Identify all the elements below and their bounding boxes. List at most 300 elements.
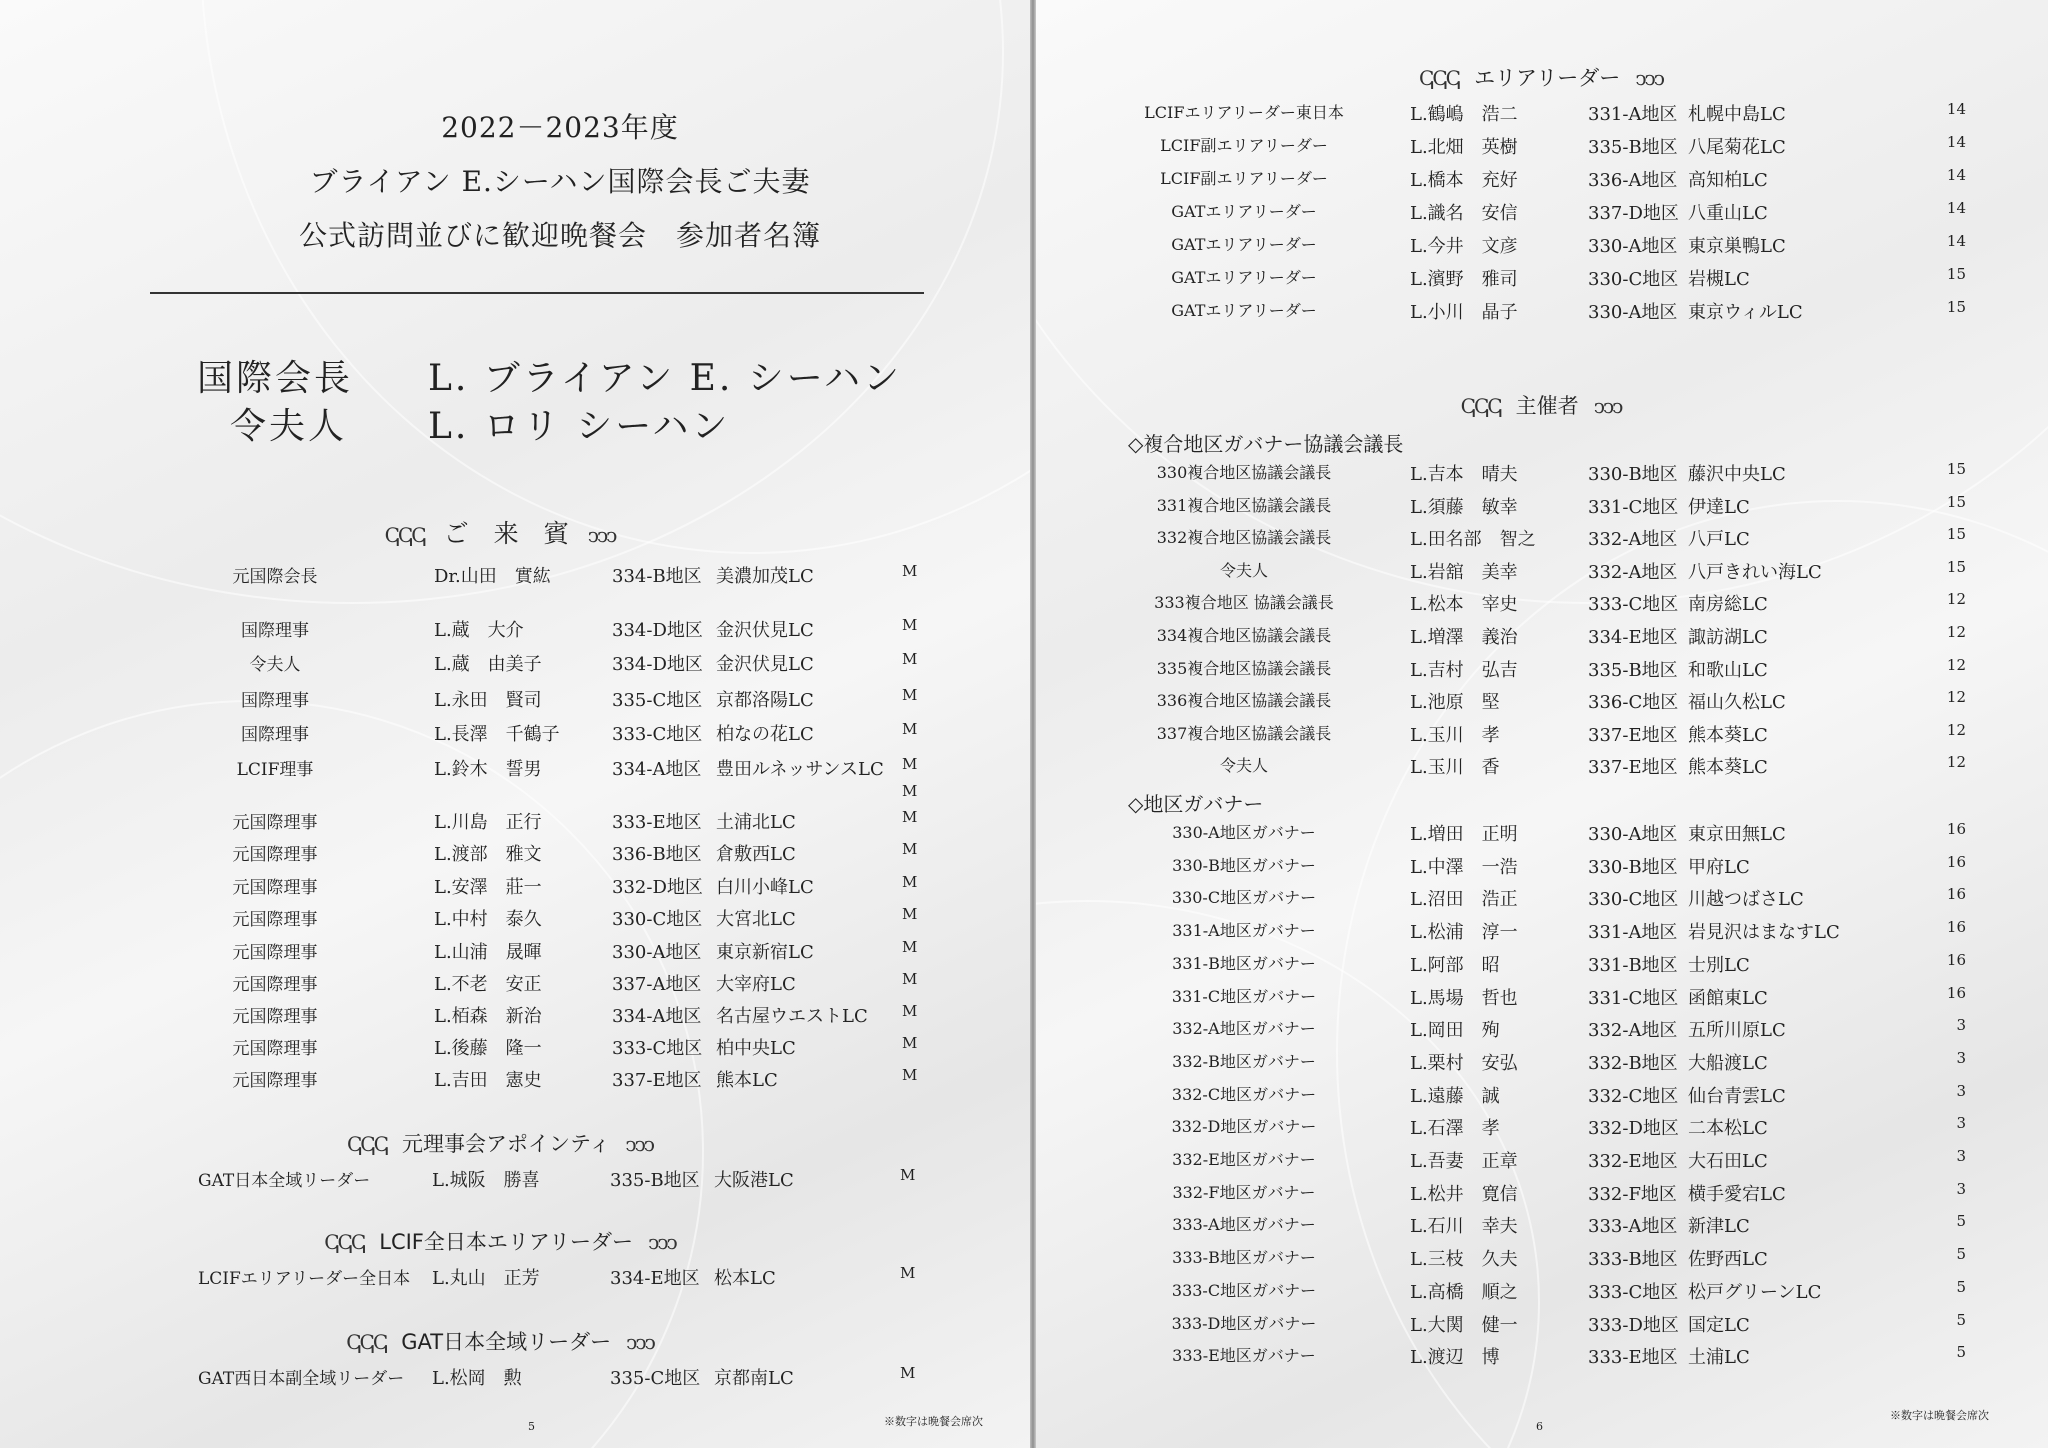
list-row [0,1002,1030,1028]
row-district: 331-A地区 [1588,104,1678,125]
row-seat: 5 [1956,1245,1966,1264]
row-title: 国際理事 [241,725,309,745]
host-title: 主催者 [1515,394,1579,418]
row-seat: 5 [1956,1310,1966,1329]
list-row [1036,623,2048,649]
row-title: 332-F地区ガバナー [1172,1182,1316,1202]
row-title: 332-C地区ガバナー [1171,1084,1317,1104]
area-title: エリアリーダー [1474,66,1621,90]
doc-title-roster: 公式訪問並びに歓迎晩餐会 参加者名簿 [298,219,821,252]
row-seat: M [902,938,918,956]
row-seat: M [902,1066,918,1084]
row-name: L.岩舘 美幸 [1410,561,1518,583]
row-seat: 5 [1956,1277,1966,1296]
row-seat: M [902,650,918,668]
row-club: 倉敷西LC [716,844,796,865]
ornament-right-icon: ↄↄↄ [626,1330,654,1354]
row-seat: 3 [1956,1179,1966,1198]
row-name: L.永田 賢司 [434,690,542,711]
list-row [1036,1082,2048,1108]
row-name: L.吾妻 正章 [1410,1151,1518,1172]
row-seat: M [900,1264,916,1282]
row-title: 332-A地区ガバナー [1172,1019,1316,1039]
row-name: L.石川 幸夫 [1410,1216,1518,1238]
row-name: L.松岡 勲 [432,1368,522,1389]
row-seat: 12 [1946,753,1966,772]
row-district: 331-B地区 [1588,954,1678,976]
row-club: 名古屋ウエストLC [716,1006,868,1027]
page-number: 6 [1536,1420,1543,1433]
row-club: 東京ウィルLC [1688,302,1803,323]
row-title: GAT日本全域リーダー [198,1171,371,1191]
row-district: 330-B地区 [1588,464,1678,485]
row-district: 330-C地区 [612,909,703,930]
row-district: 333-E地区 [612,812,702,833]
list-row [1036,951,2048,977]
row-name: L.沼田 浩正 [1410,889,1518,911]
row-title: 元国際理事 [232,1071,318,1091]
row-club: 松本LC [714,1268,776,1289]
row-district: 333-C地区 [1588,594,1679,616]
row-club: 柏なの花LC [716,724,814,745]
list-row [1036,853,2048,879]
row-seat: 16 [1946,885,1966,904]
doc-title-year: 2022－2023年度 [441,111,679,144]
row-seat: 3 [1956,1147,1966,1165]
row-title: 331-A地区ガバナー [1172,921,1316,941]
row-club: 八戸LC [1688,529,1750,551]
row-club: 金沢伏見LC [716,620,814,641]
row-title: 元国際理事 [232,813,318,833]
row-name: L.池原 堅 [1410,692,1500,714]
footnote: ※数字は晩餐会席次 [1890,1409,1989,1422]
row-title: 330-A地区ガバナー [1172,823,1316,842]
list-row [1036,918,2048,944]
row-title: GATエリアリーダー [1171,301,1317,320]
row-name: L.吉村 弘吉 [1410,659,1518,681]
row-name: L.鈴木 誓男 [434,759,542,780]
list-row [1036,525,2048,551]
list-row [1036,1147,2048,1173]
row-title: GATエリアリーダー [1171,202,1317,221]
page-number: 5 [528,1420,535,1433]
row-seat: 15 [1946,557,1966,576]
row-club: 諏訪湖LC [1688,627,1768,648]
row-title: LCIF副エリアリーダー [1160,136,1328,155]
ornament-right-icon: ↄↄↄ [587,523,616,547]
list-row [0,720,1030,746]
row-title: 333-B地区ガバナー [1172,1248,1316,1268]
row-title: LCIF副エリアリーダー [1160,169,1328,188]
row-title: LCIFエリアリーダー東日本 [1144,103,1344,122]
row-club: 東京新宿LC [716,942,814,963]
row-club: 岩見沢はまなすLC [1688,922,1840,944]
row-title: 332-E地区ガバナー [1172,1150,1316,1169]
ornament-left-icon: ↅↅↅ [346,1330,387,1354]
row-title: 333-C地区ガバナー [1171,1280,1317,1300]
list-row [1036,100,2048,126]
row-name: L.玉川 香 [1410,757,1500,779]
row-name: L.石澤 孝 [1410,1118,1500,1140]
list-row [1036,753,2048,779]
list-row [0,1166,1030,1192]
row-seat: 15 [1946,525,1966,544]
row-title: 元国際理事 [232,975,318,995]
row-title: 元国際理事 [232,910,318,930]
footnote: ※数字は晩餐会席次 [884,1415,983,1428]
row-seat: M [902,840,918,858]
row-name: L.阿部 昭 [1410,954,1500,976]
ornament-left-icon: ↅↅↅ [1419,66,1459,90]
row-name: L.中澤 一浩 [1410,856,1518,878]
row-name: L.須藤 敏幸 [1410,496,1518,518]
row-club: 大宮北LC [716,909,796,930]
list-row [1036,656,2048,682]
row-club: 士別LC [1688,954,1750,976]
row-district: 333-C地区 [612,724,703,745]
list-row [0,970,1030,996]
row-district: 330-C地区 [1588,889,1679,911]
row-district: 332-A地区 [1588,561,1678,583]
row-title: 330-C地区ガバナー [1171,888,1317,908]
row-title: 元国際理事 [232,878,318,898]
row-title: 337複合地区協議会議長 [1156,723,1332,743]
row-name: L.高橋 順之 [1410,1281,1518,1303]
row-name: L.蔵 由美子 [434,654,542,675]
list-row [1036,1016,2048,1042]
appointee-heading [0,1128,1000,1158]
row-district: 331-A地区 [1588,922,1678,944]
row-seat: 3 [1956,1048,1966,1067]
row-club: 八尾菊花LC [1688,137,1786,158]
row-seat: 5 [1956,1212,1966,1231]
row-district: 337-D地区 [1588,203,1679,224]
row-district: 332-D地区 [612,877,703,898]
governor-subtitle: ◇地区ガバナー [1128,792,1264,816]
row-name: L.蔵 大介 [434,620,524,641]
appointee-title: 元理事会アポインティ [401,1132,611,1156]
row-name: L.増澤 義治 [1410,627,1518,648]
guests-title: ご 来 賓 [443,519,569,548]
row-district: 337-E地区 [1588,757,1678,779]
row-seat: M [902,808,918,826]
row-district: 332-D地区 [1588,1118,1679,1140]
row-seat: 12 [1946,655,1966,674]
row-club: 大船渡LC [1688,1052,1768,1074]
row-club: 熊本葵LC [1688,724,1768,746]
doc-title-visit: ブライアン E.シーハン国際会長ご夫妻 [309,165,811,198]
row-name: L.北畑 英樹 [1410,137,1518,158]
area-heading [1036,62,2046,92]
row-name: L.濱野 雅司 [1410,269,1518,290]
row-club: 松戸グリーンLC [1688,1281,1822,1303]
row-club: 美濃加茂LC [716,566,814,587]
row-club: 藤沢中央LC [1688,464,1786,485]
row-name: L.大関 健一 [1410,1314,1518,1336]
row-name: L.渡辺 博 [1410,1347,1500,1369]
row-seat: M [902,970,918,988]
row-club: 白川小峰LC [716,877,814,898]
row-title: GAT西日本副全域リーダー [198,1369,405,1389]
row-name: L.松浦 淳一 [1410,922,1518,944]
row-name: L.馬場 哲也 [1410,987,1518,1009]
row-name: L.遠藤 誠 [1410,1085,1500,1107]
lcif-heading [0,1226,1000,1256]
row-club: 八戸きれい海LC [1688,561,1822,583]
row-club: 京都洛陽LC [716,690,814,711]
row-seat: 12 [1946,688,1966,707]
list-row [0,650,1030,676]
list-row [1036,590,2048,616]
list-row [0,562,1030,588]
row-title: 元国際会長 [232,567,318,587]
row-name: L.山浦 晟暉 [434,942,542,963]
row-name: L.後藤 隆一 [434,1038,542,1059]
list-row [1036,265,2048,291]
row-seat: M [902,782,918,800]
row-seat: 14 [1946,199,1966,217]
row-club: 熊本LC [716,1070,778,1091]
list-row [1036,133,2048,159]
list-row [0,873,1030,899]
row-name: L.中村 泰久 [434,909,542,930]
row-district: 333-D地区 [1588,1314,1679,1336]
row-club: 豊田ルネッサンスLC [716,759,884,780]
row-district: 333-C地区 [1588,1281,1679,1303]
row-name: L.田名部 智之 [1410,529,1536,551]
list-row [1036,298,2048,324]
row-name: L.鶴嶋 浩二 [1410,104,1518,125]
row-name: Dr.山田 實紘 [434,566,551,587]
list-row [0,616,1030,642]
list-row [0,905,1030,931]
row-seat: 15 [1946,460,1966,478]
row-club: 大阪港LC [714,1170,794,1191]
list-row [1036,1311,2048,1337]
list-row [1036,1180,2048,1206]
row-title: 332-B地区ガバナー [1172,1051,1316,1071]
row-club: 伊達LC [1688,496,1750,518]
row-seat: 3 [1956,1016,1966,1035]
list-row [0,1034,1030,1060]
row-district: 337-E地区 [612,1070,702,1091]
row-club: 東京田無LC [1688,824,1786,845]
row-district: 334-A地区 [612,759,702,780]
list-row [1036,232,2048,258]
row-seat: 14 [1946,100,1966,118]
lcif-title: LCIF全日本エリアリーダー [379,1230,634,1254]
row-title: 331-C地区ガバナー [1171,986,1317,1006]
row-title: 330複合地区協議会議長 [1156,463,1332,482]
list-row [0,782,1030,808]
row-seat: M [902,1034,918,1052]
list-row [0,1066,1030,1092]
row-title: 333-E地区ガバナー [1172,1346,1316,1366]
row-title: 336複合地区協議会議長 [1156,691,1332,711]
ornament-left-icon: ↅↅↅ [324,1230,365,1254]
row-district: 336-A地区 [1588,170,1678,191]
row-district: 335-C地区 [610,1368,701,1389]
row-club: 福山久松LC [1688,692,1786,714]
row-title: 元国際理事 [232,1007,318,1027]
row-title: 令夫人 [1219,560,1268,580]
row-name: L.栢森 新治 [434,1006,542,1027]
row-title: 333-D地区ガバナー [1171,1313,1317,1333]
row-district: 335-B地区 [1588,137,1678,158]
row-club: 函館東LC [1688,987,1768,1009]
row-seat: 14 [1946,166,1966,184]
row-seat: 16 [1946,983,1966,1002]
council-subtitle: ◇複合地区ガバナー協議会議長 [1128,432,1404,456]
row-title: LCIF理事 [236,760,314,780]
row-title: 令夫人 [1219,756,1268,776]
row-district: 332-E地区 [1588,1151,1678,1172]
list-row [1036,1114,2048,1140]
row-name: L.長澤 千鶴子 [434,724,560,745]
row-club: 熊本葵LC [1688,757,1768,779]
row-name: L.不老 安正 [434,974,542,995]
row-district: 332-A地区 [1588,529,1678,551]
row-title: GATエリアリーダー [1171,268,1317,287]
row-club: 柏中央LC [716,1038,796,1059]
list-row [1036,688,2048,714]
row-seat: M [902,1002,918,1020]
row-district: 331-C地区 [1588,987,1679,1009]
row-name: L.三枝 久夫 [1410,1249,1518,1271]
row-seat: 5 [1956,1343,1966,1362]
row-title: GATエリアリーダー [1171,235,1317,254]
row-title: 国際理事 [241,621,309,641]
row-seat: M [902,720,918,738]
row-title: 元国際理事 [232,1039,318,1059]
row-title: 国際理事 [241,691,309,711]
row-seat: 14 [1946,232,1966,250]
right-page [1036,0,2048,1448]
row-district: 332-A地区 [1588,1020,1678,1042]
list-row [1036,885,2048,911]
row-title: 330-B地区ガバナー [1172,855,1316,875]
row-district: 333-A地区 [1588,1216,1678,1238]
row-district: 335-C地区 [612,690,703,711]
row-title: 333-A地区ガバナー [1172,1215,1316,1235]
row-name: L.岡田 殉 [1410,1020,1500,1042]
list-row [1036,166,2048,192]
ornament-left-icon: ↅↅↅ [384,523,425,547]
row-title: 331複合地区協議会議長 [1156,495,1332,515]
list-row [1036,558,2048,584]
row-district: 332-C地区 [1588,1085,1679,1107]
row-name: L.安澤 莊一 [434,877,542,898]
row-seat: 14 [1946,133,1966,151]
row-club: 高知柏LC [1688,170,1768,191]
row-club: 大石田LC [1688,1151,1768,1172]
row-club: 仙台青雲LC [1688,1085,1786,1107]
spouse-name: L. ロリ シーハン [428,406,731,447]
row-seat: M [900,1166,916,1184]
row-title: 334複合地区協議会議長 [1156,626,1332,645]
row-club: 国定LC [1688,1314,1750,1336]
list-row [1036,721,2048,747]
row-seat: M [902,562,918,580]
row-club: 横手愛宕LC [1688,1183,1786,1205]
row-district: 333-E地区 [1588,1347,1678,1369]
list-row [1036,1278,2048,1304]
row-district: 337-E地区 [1588,724,1678,746]
row-seat: M [902,873,918,891]
row-seat: 15 [1946,265,1966,283]
row-seat: 3 [1956,1114,1966,1133]
row-name: L.松井 寛信 [1410,1183,1518,1205]
row-seat: M [900,1364,916,1382]
row-club: 八重山LC [1688,203,1768,224]
ornament-right-icon: ↄↄↄ [1635,66,1663,90]
row-club: 金沢伏見LC [716,654,814,675]
row-district: 334-D地区 [612,620,703,641]
row-district: 335-B地区 [610,1170,700,1191]
row-seat: 15 [1946,492,1966,511]
row-title: 335複合地区協議会議長 [1156,658,1332,678]
list-row [0,938,1030,964]
row-name: L.玉川 孝 [1410,724,1500,746]
row-district: 330-A地区 [1588,824,1678,845]
row-club: 岩槻LC [1688,269,1750,290]
row-name: L.渡部 雅文 [434,844,542,865]
row-title: 元国際理事 [232,943,318,963]
row-seat: 3 [1956,1081,1966,1100]
row-name: L.丸山 正芳 [432,1268,540,1289]
row-club: 札幌中島LC [1688,104,1786,125]
row-name: L.栗村 安弘 [1410,1052,1518,1074]
row-name: L.橋本 充好 [1410,170,1518,191]
row-club: 土浦北LC [716,812,796,833]
row-district: 330-A地区 [1588,236,1678,257]
list-row [0,1264,1030,1290]
row-name: L.識名 安信 [1410,203,1518,224]
ornament-left-icon: ↅↅↅ [1460,394,1501,418]
ornament-right-icon: ↄↄↄ [648,1230,676,1254]
row-district: 333-B地区 [1588,1249,1678,1271]
row-district: 333-C地区 [612,1038,703,1059]
row-title: 元国際理事 [232,845,318,865]
list-row [1036,1245,2048,1271]
row-club: 大宰府LC [716,974,796,995]
row-club: 東京巣鴨LC [1688,236,1786,257]
ornament-right-icon: ↄↄↄ [1593,394,1622,418]
row-district: 330-B地区 [1588,856,1678,878]
row-title: 333複合地区 協議会議長 [1154,593,1334,613]
row-district: 336-C地区 [1588,692,1679,714]
row-club: 土浦LC [1688,1347,1750,1369]
row-seat: M [902,755,918,773]
list-row [1036,984,2048,1010]
list-row [1036,460,2048,486]
list-row [0,808,1030,834]
ornament-right-icon: ↄↄↄ [625,1132,654,1156]
row-name: L.川島 正行 [434,812,542,833]
row-club: 二本松LC [1688,1118,1768,1140]
row-district: 334-E地区 [1588,627,1678,648]
row-district: 330-A地区 [1588,302,1678,323]
row-name: L.増田 正明 [1410,824,1518,845]
list-row [1036,1212,2048,1238]
list-row [0,1364,1030,1390]
row-seat: 16 [1946,950,1966,969]
row-district: 336-B地区 [612,844,702,865]
row-district: 334-E地区 [610,1268,700,1289]
president-name: L. ブライアン E. シーハン [428,358,903,399]
row-name: L.小川 晶子 [1410,302,1518,323]
row-title: 332複合地区協議会議長 [1156,528,1332,548]
